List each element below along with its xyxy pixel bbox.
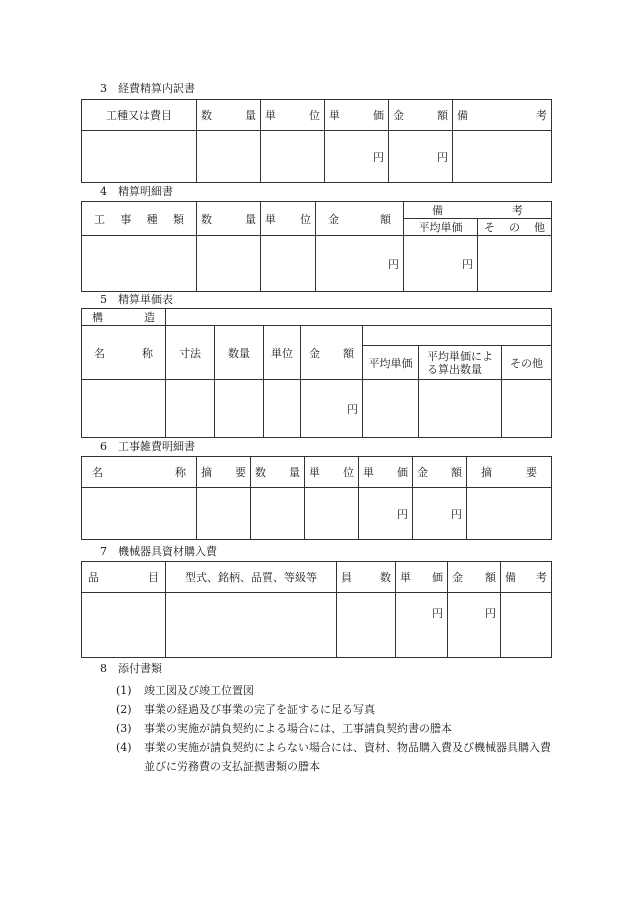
attachments-list [116,681,556,776]
header-summary: 摘 要 [197,457,251,488]
header-quantity: 数 量 [251,457,305,488]
header-count: 員 数 [337,562,396,593]
header-item: 品 目 [82,562,166,593]
cell-empty [197,236,261,292]
cell-empty [502,380,552,438]
section-4-title: 4 精算明細書 [100,185,173,198]
header-average-price: 平均単価 [363,346,419,380]
section-3-title: 3 経費精算内訳書 [100,82,195,95]
misc-expense-table [81,456,552,540]
header-amount: 金 額 [413,457,467,488]
list-item-number: (2) [116,703,132,716]
list-item-number: (4) [116,741,132,754]
cell-empty [478,236,552,292]
header-remarks: 備 考 [501,562,552,593]
header-work-type: 工事種類 [82,202,197,236]
cell-empty [363,380,419,438]
cell-empty [305,488,359,540]
header-structure: 構 造 [82,309,166,326]
yen-average-price: 円 [404,236,478,292]
header-specs: 型式、銘柄、品質、等級等 [166,562,337,593]
header-calculated-quantity: 平均単価による算出数量 [419,346,502,380]
list-item [116,700,556,719]
cell-empty [501,593,552,658]
yen-unit-price: 円 [325,131,389,183]
yen-amount: 円 [413,488,467,540]
cell-empty [261,131,325,183]
unit-price-table [81,308,552,438]
header-remarks: 備 考 [453,100,552,131]
header-remarks: 備 考 [404,202,552,219]
header-summary-2: 摘 要 [467,457,552,488]
yen-amount: 円 [389,131,453,183]
cell-empty [197,131,261,183]
cell-empty [166,309,552,326]
cell-empty [467,488,552,540]
header-amount: 金 額 [301,326,363,380]
list-item [116,681,556,700]
cell-empty [82,236,197,292]
header-other: その他 [502,346,552,380]
section-8-title: 8 添付書類 [100,662,162,675]
list-item-text: 事業の実施が請負契約による場合には、工事請負契約書の謄本 [144,722,452,735]
cell-empty [166,593,337,658]
header-amount: 金 額 [448,562,501,593]
header-item: 工種又は費目 [82,100,197,131]
cell-empty [82,488,197,540]
list-item-text: 事業の経過及び事業の完了を証するに足る写真 [144,703,375,716]
list-item-text: 事業の実施が請負契約によらない場合には、資材、物品購入費及び機械器具購入費並びに労務費の支払証拠書類の謄本 [144,741,551,773]
expense-breakdown-table [81,99,552,183]
header-unit-price: 単 価 [325,100,389,131]
yen-amount: 円 [316,236,404,292]
header-quantity: 数量 [215,326,264,380]
header-other: その他 [478,219,552,236]
cell-empty [363,326,552,346]
header-quantity: 数 量 [197,202,261,236]
header-unit: 単 位 [305,457,359,488]
list-item [116,738,556,776]
header-unit: 単 位 [261,202,316,236]
cell-empty [166,380,215,438]
cell-empty [453,131,552,183]
header-unit: 単位 [264,326,301,380]
cell-empty [215,380,264,438]
header-amount: 金 額 [316,202,404,236]
list-item-text: 竣工図及び竣工位置図 [144,684,254,697]
header-dimension: 寸法 [166,326,215,380]
equipment-purchase-table [81,561,552,658]
header-quantity: 数 量 [197,100,261,131]
yen-amount: 円 [301,380,363,438]
settlement-detail-table [81,201,552,292]
yen-unit-price: 円 [396,593,448,658]
cell-empty [264,380,301,438]
cell-empty [82,380,166,438]
header-name: 名 称 [82,326,166,380]
header-unit-price: 単 価 [359,457,413,488]
header-name: 名 称 [82,457,197,488]
cell-empty [261,236,316,292]
yen-amount: 円 [448,593,501,658]
cell-empty [337,593,396,658]
cell-empty [251,488,305,540]
list-item-number: (3) [116,722,132,735]
cell-empty [82,131,197,183]
list-item [116,719,556,738]
header-average-price: 平均単価 [404,219,478,236]
section-7-title: 7 機械器具資材購入費 [100,545,217,558]
section-5-title: 5 精算単価表 [100,293,173,306]
section-6-title: 6 工事雑費明細書 [100,440,195,453]
cell-empty [419,380,502,438]
header-unit: 単 位 [261,100,325,131]
list-item-number: (1) [116,684,132,697]
cell-empty [82,593,166,658]
header-amount: 金 額 [389,100,453,131]
header-unit-price: 単 価 [396,562,448,593]
yen-unit-price: 円 [359,488,413,540]
cell-empty [197,488,251,540]
